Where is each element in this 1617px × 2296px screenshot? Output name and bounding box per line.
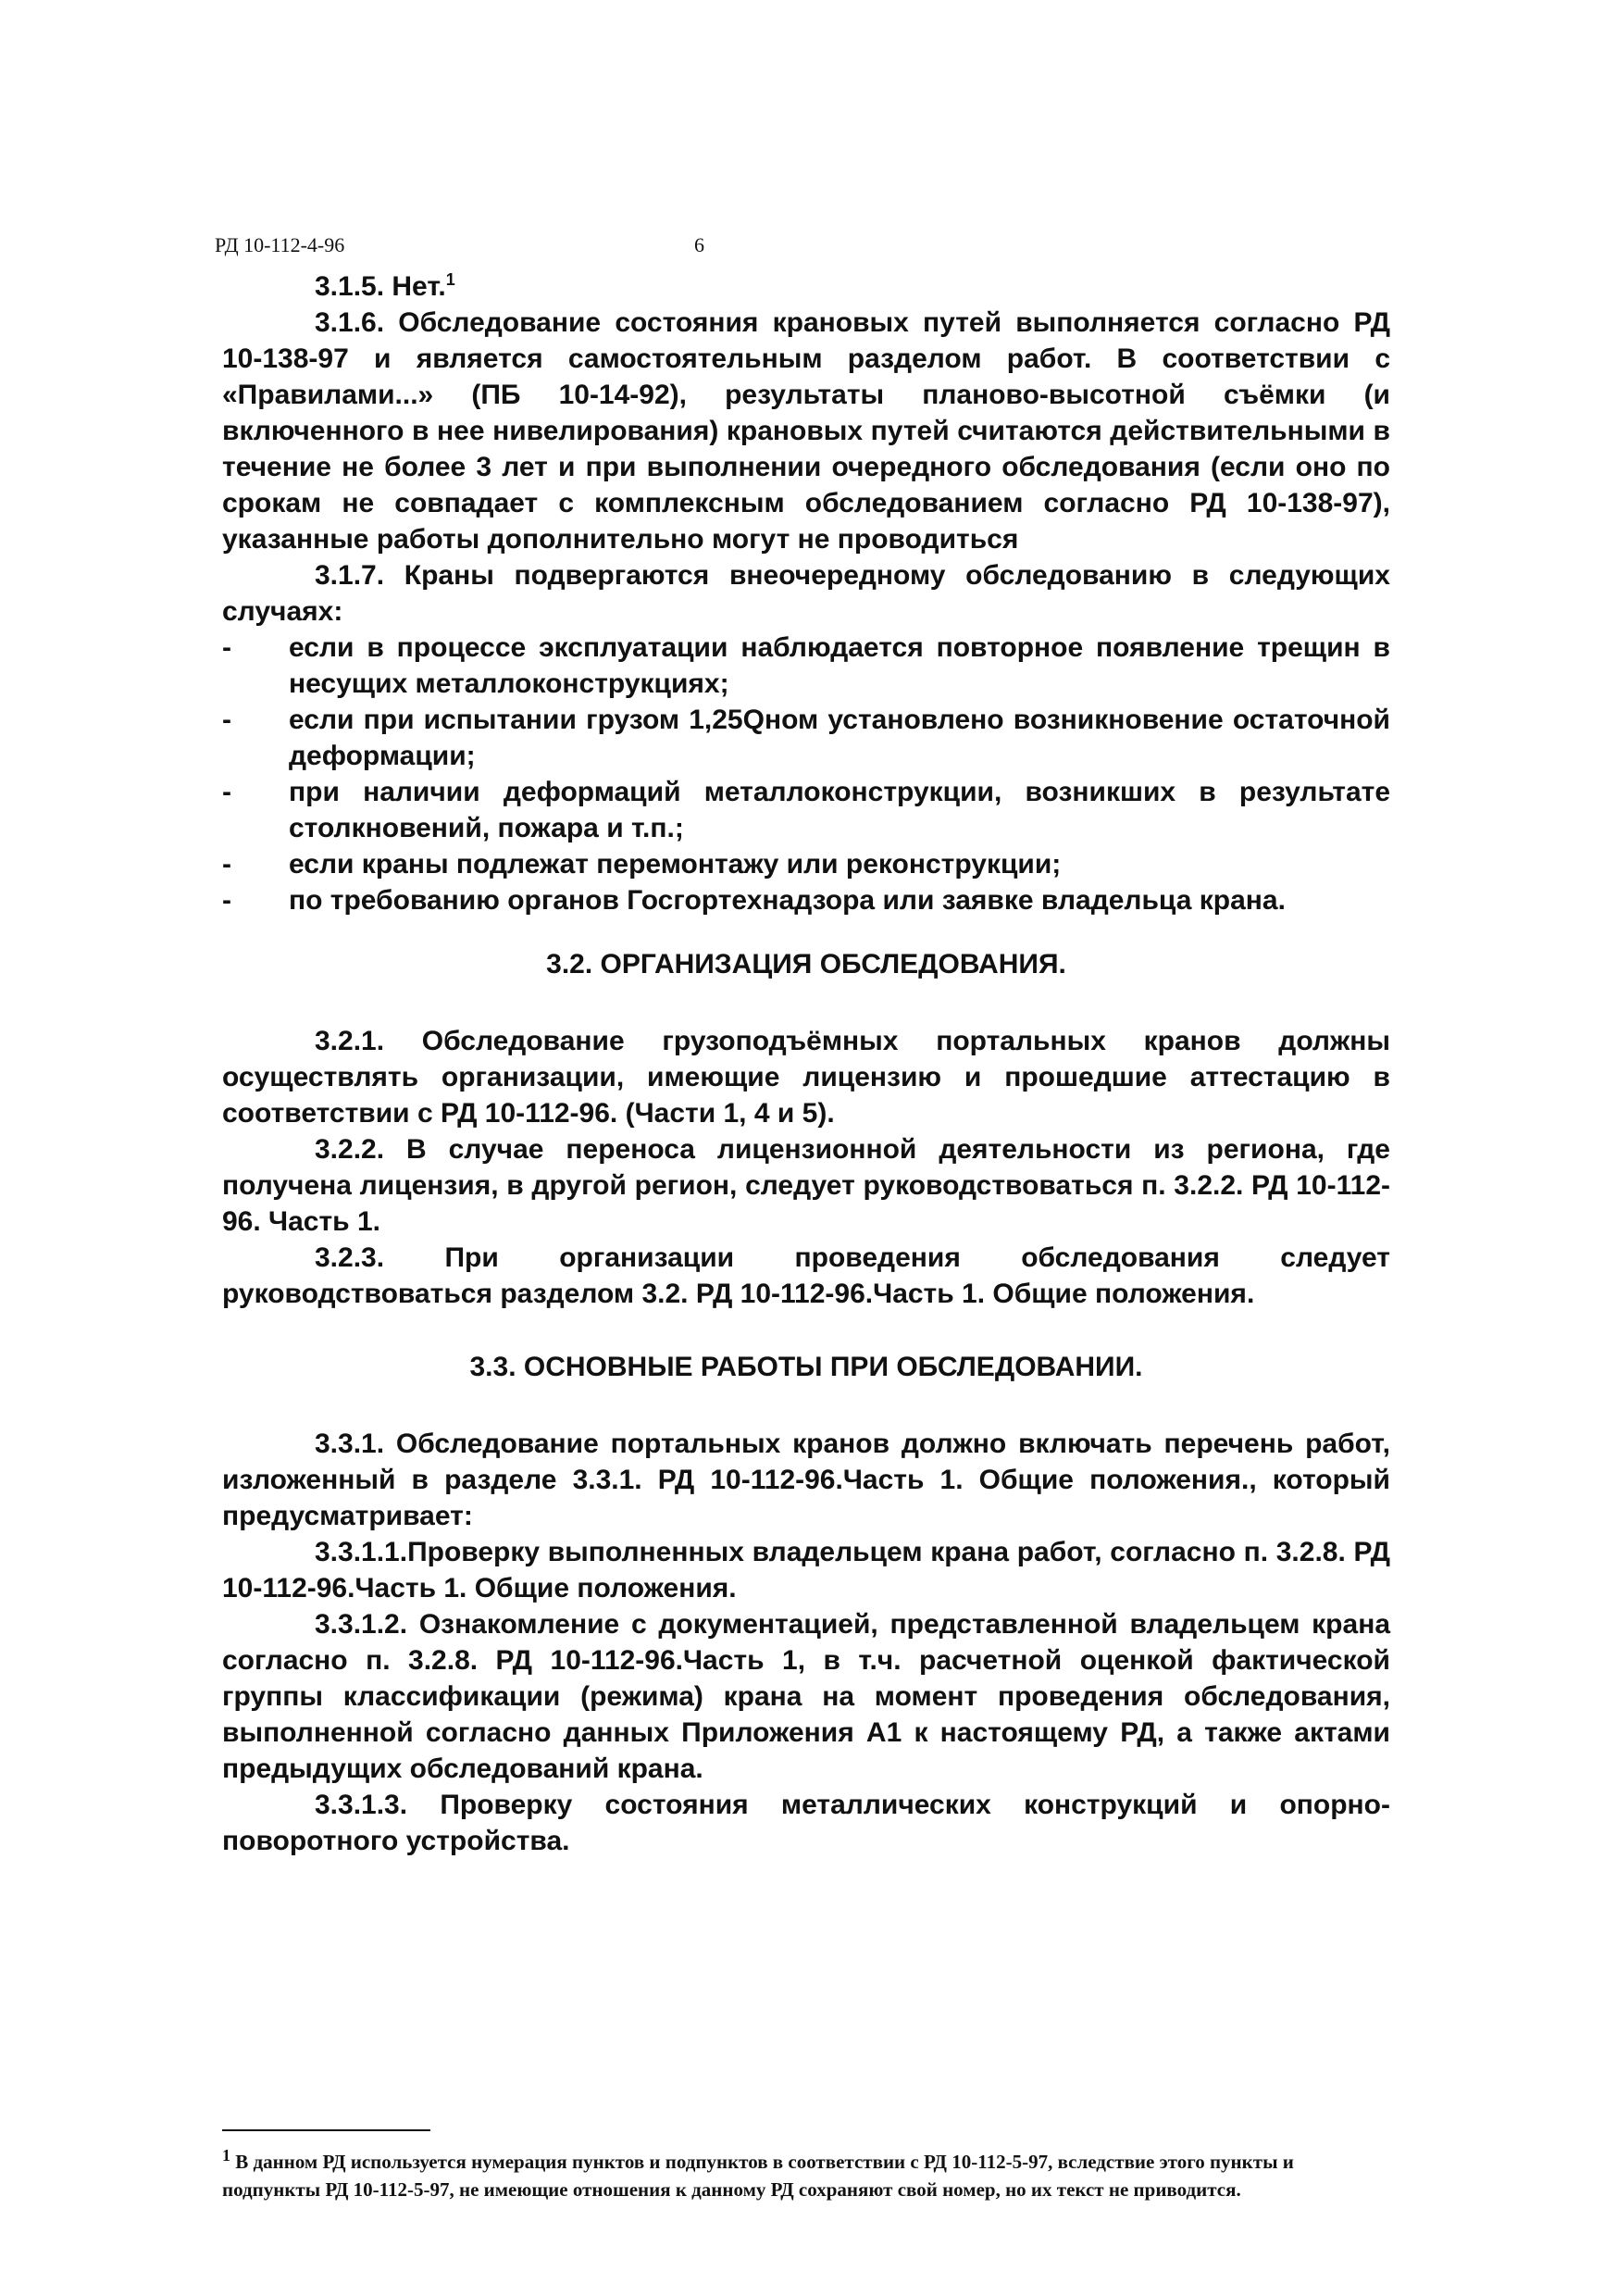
inspection-cases-list [222, 630, 1390, 918]
footnote-reference: 1 [445, 270, 455, 289]
dash-marker: - [222, 885, 231, 916]
list-item: - если краны подлежат перемонтажу или реконструкции; [222, 846, 1390, 882]
dash-marker: - [222, 849, 231, 880]
list-item: - при наличии деформаций металлоконструкции, возникших в результате столкновений, пожара и т.п.; [222, 774, 1390, 846]
dash-marker: - [222, 777, 231, 807]
footnote-divider [222, 2129, 430, 2131]
main-content [222, 268, 1390, 1859]
paragraph-3-1-5 [315, 268, 1390, 305]
paragraph-3-2-2: 3.2.2. В случае переноса лицензионной деятельности из региона, где получена лицензия, в другой регион, следует руководствоваться п. 3.2.2. РД 10-112-96. Часть 1. [222, 1134, 1390, 1237]
paragraph-3-2-1: 3.2.1. Обследование грузоподъёмных портальных кранов должны осуществлять организации, имеющие лицензию и прошедшие аттестацию в соответствии с РД 10-112-96. (Части 1, 4 и 5). [222, 1026, 1390, 1129]
page-number: 6 [694, 233, 704, 256]
paragraph-3-1-5-text: 3.1.5. Нет. [315, 271, 446, 302]
paragraph-3-3-1: 3.3.1. Обследование портальных кранов должно включать перечень работ, изложенный в разделе 3.3.1. РД 10-112-96.Часть 1. Общие положения., который предусматривает: [222, 1429, 1390, 1531]
page-header [215, 233, 1399, 261]
footnote [222, 2148, 1296, 2203]
paragraph-3-2-3: 3.2.3. При организации проведения обследования следует руководствоваться разделом 3.2. РД 10-112-96.Часть 1. Общие положения. [222, 1242, 1390, 1309]
paragraph-3-3-1-1: 3.3.1.1.Проверку выполненных владельцем крана работ, согласно п. 3.2.8. РД 10-112-96.Часть 1. Общие положения. [222, 1537, 1390, 1603]
list-item: - если в процессе эксплуатации наблюдается повторное появление трещин в несущих металлоконструкциях; [222, 630, 1390, 702]
section-title-3-3: 3.3. ОСНОВНЫЕ РАБОТЫ ПРИ ОБСЛЕДОВАНИИ. [469, 1352, 1143, 1382]
list-item: - если при испытании грузом 1,25Qном установлено возникновение остаточной деформации; [222, 702, 1390, 774]
footnote-marker: 1 [222, 2146, 230, 2165]
section-title-3-2: 3.2. ОРГАНИЗАЦИЯ ОБСЛЕДОВАНИЯ. [546, 949, 1066, 980]
paragraph-3-1-6: 3.1.6. Обследование состояния крановых путей выполняется согласно РД 10-138-97 и является самостоятельным разделом работ. В соответствии с «Правилами...» (ПБ 10-14-92), результаты планово-высотной съёмки (и включенного в нее нивелирования) крановых путей считаются действительными в течение не более 3 лет и при выполнении очередного обследования (если оно по срокам не совпадает с комплексным обследованием согласно РД 10-138-97), указанные работы дополнительно могут не проводиться [222, 307, 1390, 555]
dash-marker: - [222, 632, 231, 663]
footnote-text: В данном РД используется нумерация пунктов и подпунктов в соответствии с РД 10-112-5-97, вследствие этого пункты и подпункты РД 10-112-5-97, не имеющие отношения к данному РД сохраняют свой номер, но их текст не приводится. [222, 2151, 1294, 2201]
paragraph-3-1-7-intro: 3.1.7. Краны подвергаются внеочередному обследованию в следующих случаях: [222, 560, 1390, 627]
paragraph-3-3-1-3: 3.3.1.3. Проверку состояния металлических конструкций и опорно-поворотного устройства. [222, 1790, 1390, 1856]
document-code: РД 10-112-4-96 [215, 233, 345, 256]
paragraph-3-3-1-2: 3.3.1.2. Ознакомление с документацией, представленной владельцем крана согласно п. 3.2.8. РД 10-112-96.Часть 1, в т.ч. расчетной оценкой фактической группы классификации (режима) крана на момент проведения обследования, выполненной согласно данных Приложения А1 к настоящему РД, а также актами предыдущих обследований крана. [222, 1609, 1390, 1784]
list-item: - по требованию органов Госгортехнадзора или заявке владельца крана. [222, 882, 1390, 918]
dash-marker: - [222, 705, 231, 735]
